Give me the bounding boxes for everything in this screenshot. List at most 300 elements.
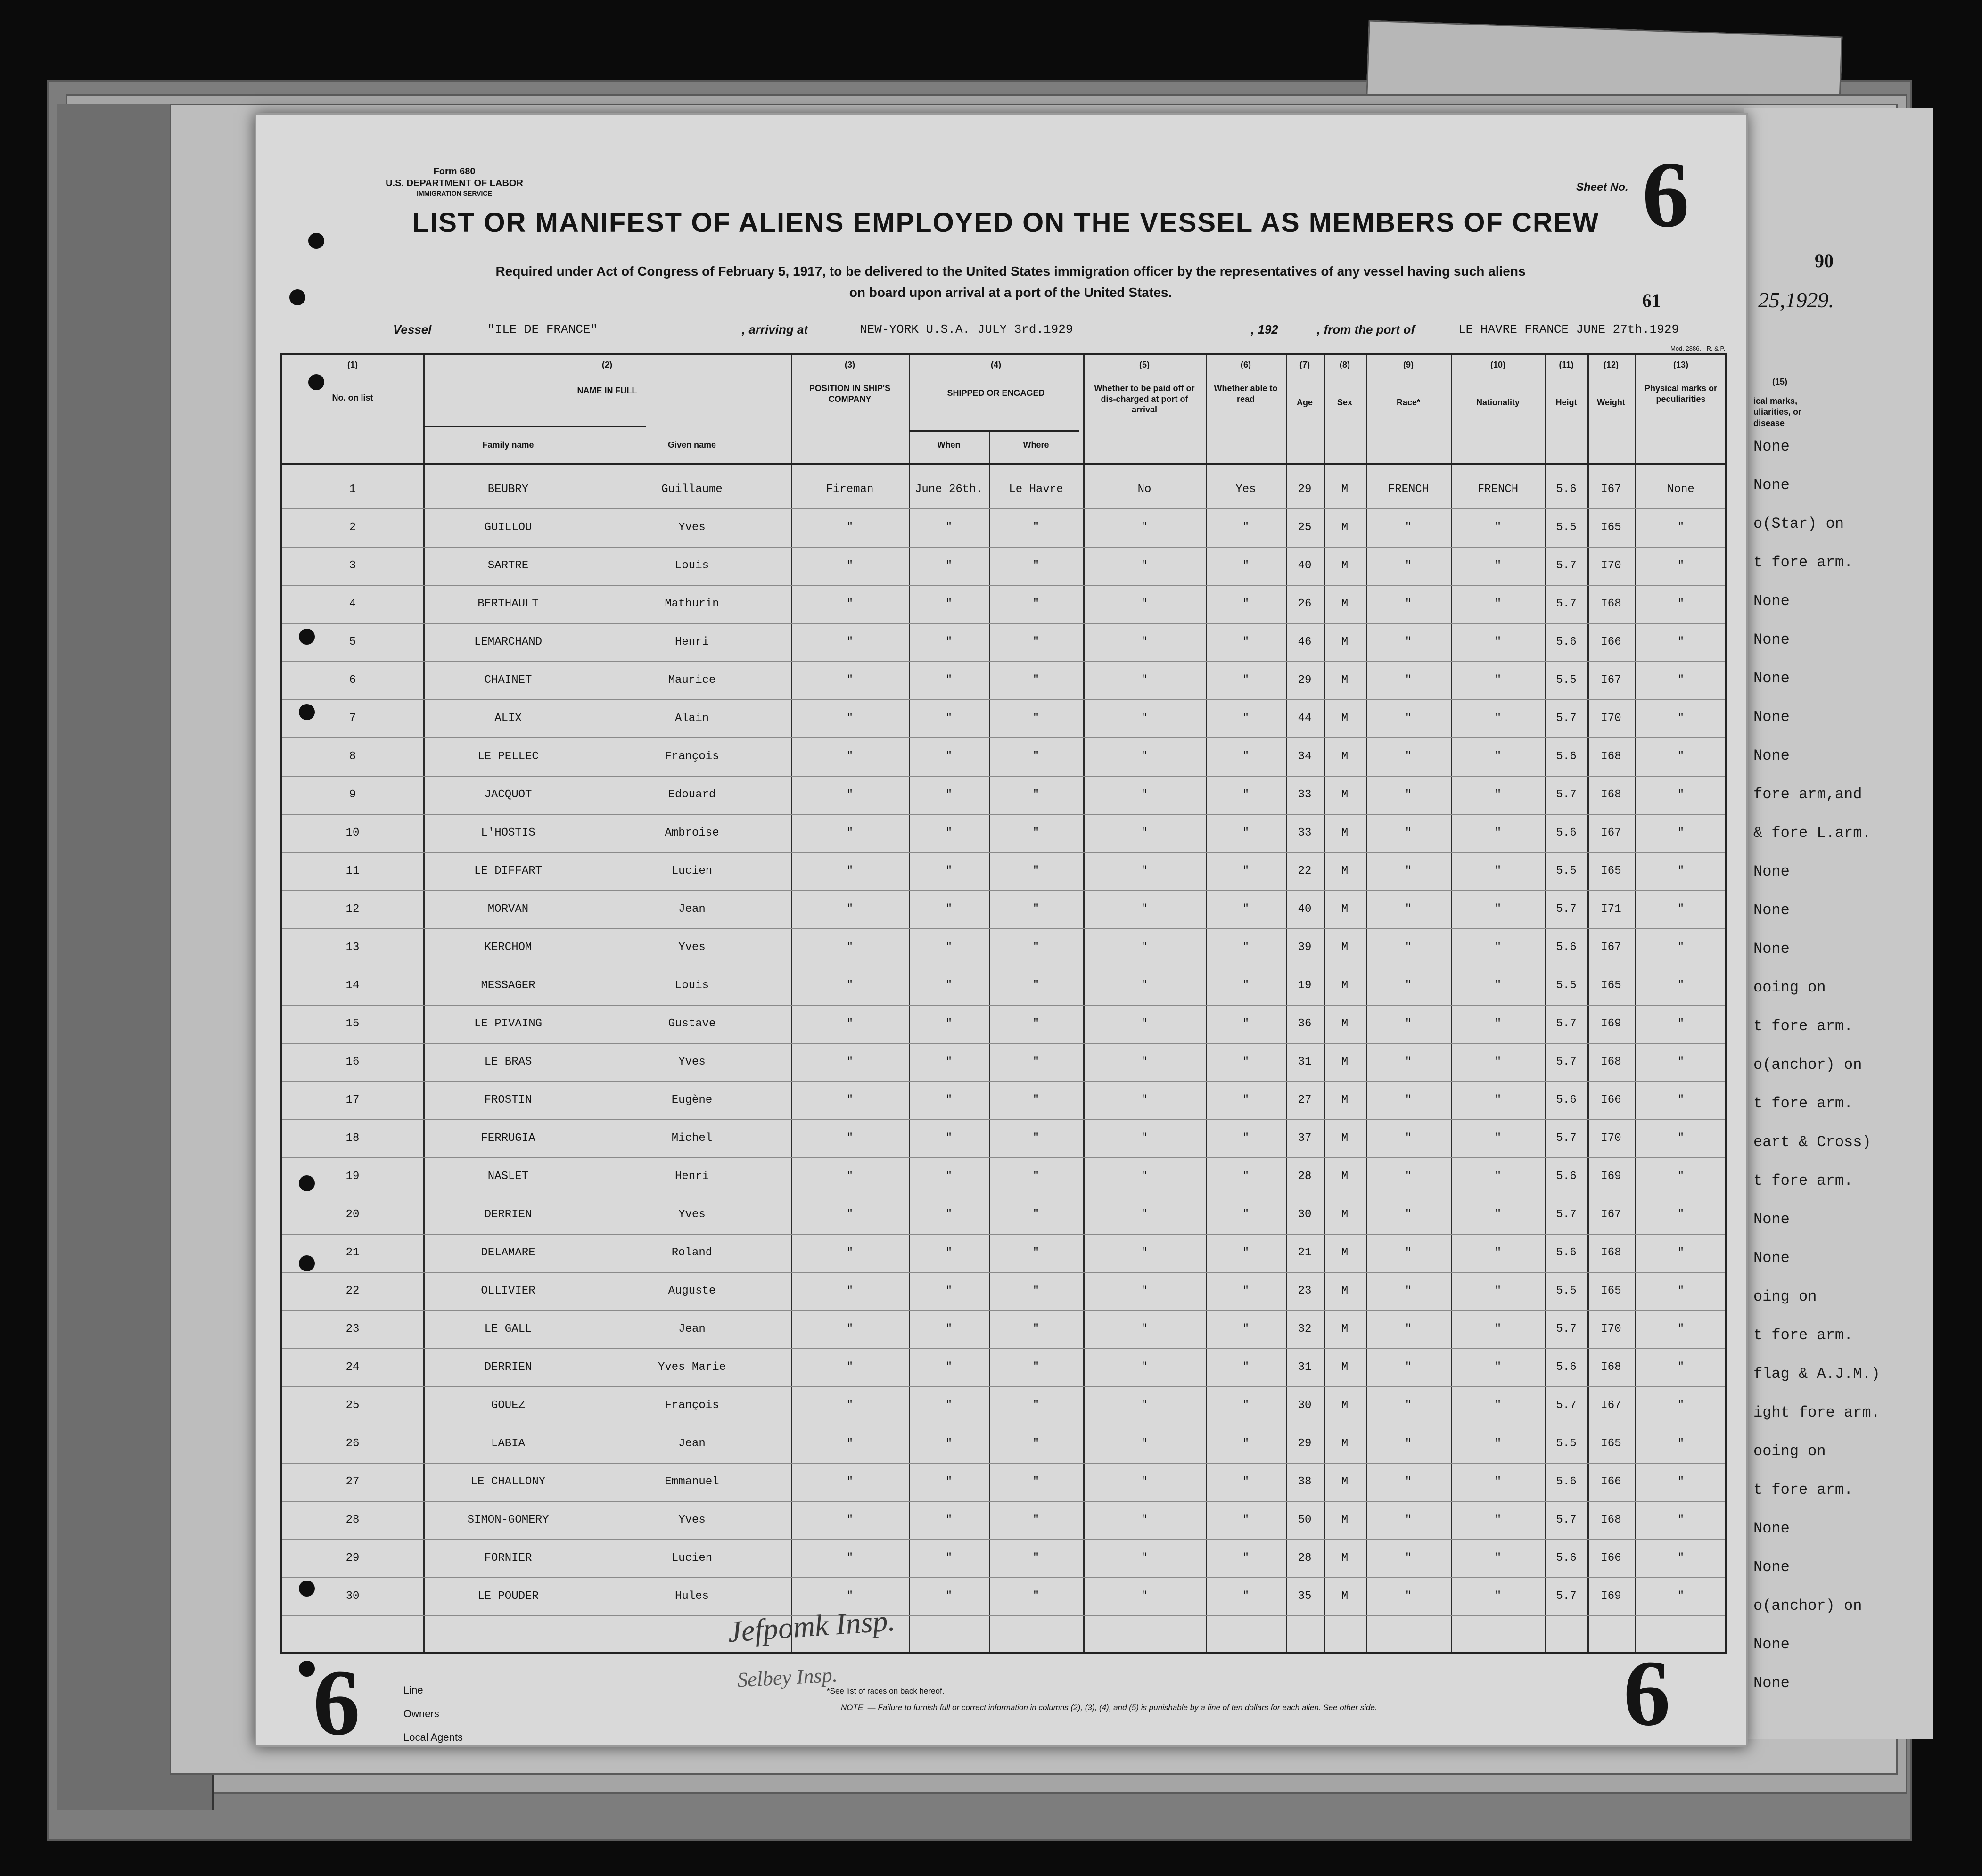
cell-read: " (1242, 979, 1250, 992)
side-col-number: (15) (1772, 377, 1788, 386)
cell-sex: M (1341, 1514, 1349, 1526)
cell-given: Edouard (668, 788, 716, 801)
cell-position: " (846, 1285, 854, 1297)
cell-race: " (1405, 1017, 1412, 1030)
cell-given: Emmanuel (665, 1475, 719, 1488)
cell-marks: " (1677, 979, 1685, 992)
cell-weight: I68 (1601, 1056, 1621, 1068)
col-header-race: Race* (1396, 398, 1421, 407)
cell-family: JACQUOT (484, 788, 532, 801)
cell-marks: " (1677, 788, 1685, 801)
cell-where: " (1032, 827, 1040, 839)
cell-no: 29 (345, 1552, 360, 1565)
cell-nat: " (1494, 559, 1502, 572)
cell-nat: " (1494, 1552, 1502, 1565)
cell-when: " (945, 1132, 953, 1145)
cell-position: " (846, 1323, 854, 1335)
cell-age: 40 (1298, 903, 1312, 916)
cell-sex: M (1341, 636, 1349, 648)
cell-height: 5.7 (1556, 1323, 1577, 1335)
cell-age: 21 (1298, 1246, 1312, 1259)
cell-sex: M (1341, 674, 1349, 687)
cell-where: " (1032, 636, 1040, 648)
cell-position: " (846, 1170, 854, 1183)
cell-family: LEMARCHAND (474, 636, 543, 648)
cell-position: " (846, 1056, 854, 1068)
col-header-paid-off: Whether to be paid off or dis-charged at port of arrival (1094, 384, 1195, 414)
cell-height: 5.5 (1556, 865, 1577, 877)
cell-no: 2 (349, 521, 356, 534)
cell-family: CHAINET (484, 674, 532, 687)
col-header-when: When (937, 440, 961, 450)
cell-marks: " (1677, 1437, 1685, 1450)
side-note: t fore arm. (1753, 554, 1853, 571)
fine-note: NOTE. — Failure to furnish full or correct information in columns (2), (3), (4), and (5) is punishable by a fine of ten dollars for each alien. See other side. (841, 1703, 1377, 1712)
col-header-name: NAME IN FULL (577, 386, 637, 395)
cell-read: " (1242, 1361, 1250, 1374)
col-2-number: (2) (602, 360, 612, 369)
cell-when: " (945, 750, 953, 763)
side-note: t fore arm. (1753, 1327, 1853, 1344)
cell-age: 40 (1298, 559, 1312, 572)
cell-nat: " (1494, 674, 1502, 687)
cell-age: 50 (1298, 1514, 1312, 1526)
cell-given: Henri (674, 1170, 709, 1183)
cell-given: Gustave (668, 1017, 716, 1030)
cell-when: " (945, 559, 953, 572)
cell-when: " (945, 1437, 953, 1450)
cell-when: " (945, 941, 953, 954)
cell-age: 36 (1298, 1017, 1312, 1030)
cell-race: " (1405, 1590, 1412, 1603)
cell-sex: M (1341, 1056, 1349, 1068)
cell-race: " (1405, 521, 1412, 534)
side-note: t fore arm. (1753, 1095, 1853, 1112)
cell-no: 12 (345, 903, 360, 916)
row-rule (282, 623, 1725, 624)
side-note: None (1753, 438, 1790, 455)
side-note: None (1753, 476, 1790, 494)
cell-height: 5.6 (1556, 636, 1577, 648)
cell-paid: No (1137, 483, 1151, 496)
cell-position: " (846, 1017, 854, 1030)
cell-position: " (846, 750, 854, 763)
footer-page-number-left: 6 (313, 1651, 360, 1755)
cell-weight: I68 (1601, 598, 1621, 610)
col-header-height: Heigt (1555, 398, 1577, 407)
col-4-number: (4) (991, 360, 1001, 369)
cell-no: 13 (345, 941, 360, 954)
cell-paid: " (1141, 865, 1148, 877)
cell-when: " (945, 1590, 953, 1603)
cell-weight: I65 (1601, 521, 1621, 534)
cell-nat: " (1494, 1246, 1502, 1259)
row-rule (282, 737, 1725, 738)
cell-paid: " (1141, 712, 1148, 725)
side-note: ooing on (1753, 1442, 1826, 1460)
cell-age: 29 (1298, 1437, 1312, 1450)
cell-marks: " (1677, 521, 1685, 534)
cell-sex: M (1341, 1170, 1349, 1183)
cell-sex: M (1341, 712, 1349, 725)
adjacent-sheet (1744, 108, 1933, 1739)
cell-age: 32 (1298, 1323, 1312, 1335)
cell-marks: " (1677, 1475, 1685, 1488)
cell-marks: " (1677, 1094, 1685, 1106)
cell-read: Yes (1235, 483, 1256, 496)
cell-weight: I67 (1601, 941, 1621, 954)
cell-race: " (1405, 1552, 1412, 1565)
cell-no: 3 (349, 559, 356, 572)
col-header-age: Age (1296, 398, 1313, 407)
cell-position: " (846, 1246, 854, 1259)
cell-race: " (1405, 1132, 1412, 1145)
manifest-sheet (255, 113, 1748, 1755)
cell-nat: " (1494, 636, 1502, 648)
cell-when: " (945, 1514, 953, 1526)
cell-read: " (1242, 941, 1250, 954)
cell-position: " (846, 979, 854, 992)
cell-family: GUILLOU (484, 521, 532, 534)
cell-sex: M (1341, 1475, 1349, 1488)
cell-position: " (846, 903, 854, 916)
cell-race: " (1405, 979, 1412, 992)
cell-marks: " (1677, 1056, 1685, 1068)
cell-where: " (1032, 1399, 1040, 1412)
side-top-number: 90 (1815, 250, 1834, 271)
inspector-signature-2: Selbey Insp. (736, 1663, 838, 1692)
row-rule (282, 890, 1725, 891)
row-rule (282, 1157, 1725, 1158)
cell-no: 8 (349, 750, 356, 763)
cell-race: " (1405, 1208, 1412, 1221)
cell-height: 5.7 (1556, 1590, 1577, 1603)
cell-marks: " (1677, 598, 1685, 610)
cell-read: " (1242, 674, 1250, 687)
punch-hole (308, 233, 324, 249)
cell-nat: " (1494, 1208, 1502, 1221)
cell-race: " (1405, 1246, 1412, 1259)
side-note: oing on (1753, 1288, 1817, 1305)
cell-when: " (945, 1552, 953, 1565)
cell-where: " (1032, 979, 1040, 992)
cell-family: OLLIVIER (481, 1285, 535, 1297)
arriving-port: NEW-YORK U.S.A. JULY 3rd.1929 (860, 322, 1073, 336)
cell-family: NASLET (487, 1170, 529, 1183)
cell-sex: M (1341, 1017, 1349, 1030)
cell-paid: " (1141, 979, 1148, 992)
cell-read: " (1242, 1552, 1250, 1565)
cell-height: 5.5 (1556, 1437, 1577, 1450)
cell-weight: I69 (1601, 1170, 1621, 1183)
service-name: IMMIGRATION SERVICE (417, 189, 492, 197)
cell-read: " (1242, 1437, 1250, 1450)
cell-sex: M (1341, 521, 1349, 534)
cell-race: " (1405, 1475, 1412, 1488)
cell-given: Yves (678, 1514, 706, 1526)
cell-family: KERCHOM (484, 941, 532, 954)
cell-age: 39 (1298, 941, 1312, 954)
cell-when: " (945, 1475, 953, 1488)
cell-weight: I66 (1601, 636, 1621, 648)
cell-height: 5.7 (1556, 1514, 1577, 1526)
cell-paid: " (1141, 521, 1148, 534)
side-note: o(anchor) on (1753, 1597, 1862, 1614)
cell-marks: " (1677, 1170, 1685, 1183)
cell-height: 5.6 (1556, 1246, 1577, 1259)
cell-where: " (1032, 1056, 1040, 1068)
cell-paid: " (1141, 1285, 1148, 1297)
cell-height: 5.7 (1556, 903, 1577, 916)
cell-age: 37 (1298, 1132, 1312, 1145)
cell-height: 5.6 (1556, 1475, 1577, 1488)
sheet-number: 6 (1642, 143, 1689, 247)
form-number: Form 680 (433, 166, 476, 177)
cell-age: 29 (1298, 483, 1312, 496)
cell-race: " (1405, 865, 1412, 877)
row-rule (282, 1119, 1725, 1120)
cell-race: " (1405, 827, 1412, 839)
cell-race: " (1405, 903, 1412, 916)
cell-read: " (1242, 1590, 1250, 1603)
row-rule (282, 661, 1725, 662)
row-rule (282, 928, 1725, 929)
cell-when: " (945, 1323, 953, 1335)
col-header-given: Given name (667, 440, 716, 450)
col-header-position: POSITION IN SHIP'S COMPANY (809, 384, 891, 404)
side-col-header: ical marks, uliarities, or disease (1753, 396, 1802, 428)
side-note: fore arm,and (1753, 786, 1862, 803)
cell-where: " (1032, 1246, 1040, 1259)
side-note: None (1753, 592, 1790, 610)
cell-no: 24 (345, 1361, 360, 1374)
cell-position: Fireman (826, 483, 874, 496)
side-note: ight fore arm. (1753, 1404, 1880, 1421)
row-rule (282, 1348, 1725, 1349)
cell-race: " (1405, 1323, 1412, 1335)
owners-label: Owners (403, 1708, 439, 1720)
cell-height: 5.7 (1556, 788, 1577, 801)
cell-age: 23 (1298, 1285, 1312, 1297)
cell-weight: I67 (1601, 827, 1621, 839)
cell-where: " (1032, 598, 1040, 610)
cell-family: GOUEZ (491, 1399, 525, 1412)
cell-position: " (846, 1437, 854, 1450)
cell-where: " (1032, 521, 1040, 534)
row-rule (282, 547, 1725, 548)
cell-paid: " (1141, 941, 1148, 954)
cell-height: 5.6 (1556, 827, 1577, 839)
cell-when: " (945, 636, 953, 648)
cell-age: 33 (1298, 827, 1312, 839)
cell-read: " (1242, 1056, 1250, 1068)
cell-weight: I71 (1601, 903, 1621, 916)
cell-where: " (1032, 1017, 1040, 1030)
cell-marks: " (1677, 827, 1685, 839)
col-13-number: (13) (1673, 360, 1688, 369)
col-header-no: No. on list (332, 393, 373, 402)
cell-marks: " (1677, 674, 1685, 687)
punch-hole (299, 1661, 315, 1677)
cell-height: 5.7 (1556, 1056, 1577, 1068)
cell-race: " (1405, 1056, 1412, 1068)
subtitle-line-2: on board upon arrival at a port of the United States. (849, 285, 1172, 300)
cell-family: LE PELLEC (477, 750, 539, 763)
cell-family: FERRUGIA (481, 1132, 535, 1145)
cell-when: " (945, 1170, 953, 1183)
cell-family: ALIX (494, 712, 522, 725)
cell-age: 19 (1298, 979, 1312, 992)
side-note: t fore arm. (1753, 1172, 1853, 1189)
cell-no: 26 (345, 1437, 360, 1450)
cell-race: " (1405, 1094, 1412, 1106)
races-footnote: *See list of races on back hereof. (827, 1687, 945, 1696)
cell-race: " (1405, 1399, 1412, 1412)
cell-no: 16 (345, 1056, 360, 1068)
cell-paid: " (1141, 788, 1148, 801)
cell-where: " (1032, 1132, 1040, 1145)
cell-given: Hules (674, 1590, 709, 1603)
from-label: , from the port of (1317, 322, 1415, 336)
cell-where: " (1032, 674, 1040, 687)
crew-table (280, 353, 1727, 1654)
vessel-label: Vessel (393, 322, 432, 336)
cell-paid: " (1141, 1094, 1148, 1106)
cell-paid: " (1141, 1323, 1148, 1335)
cell-sex: M (1341, 1437, 1349, 1450)
cell-paid: " (1141, 1399, 1148, 1412)
cell-age: 33 (1298, 788, 1312, 801)
cell-marks: " (1677, 903, 1685, 916)
cell-read: " (1242, 865, 1250, 877)
cell-nat: " (1494, 1323, 1502, 1335)
cell-race: " (1405, 941, 1412, 954)
cell-nat: " (1494, 1056, 1502, 1068)
cell-read: " (1242, 559, 1250, 572)
col-header-physical: Physical marks or peculiarities (1644, 384, 1718, 404)
side-note: None (1753, 670, 1790, 687)
cell-paid: " (1141, 1514, 1148, 1526)
cell-race: " (1405, 788, 1412, 801)
cell-position: " (846, 674, 854, 687)
cell-family: LE POUDER (477, 1590, 539, 1603)
col-3-number: (3) (845, 360, 855, 369)
cell-read: " (1242, 1132, 1250, 1145)
cell-race: FRENCH (1388, 483, 1429, 496)
cell-age: 25 (1298, 521, 1312, 534)
cell-family: BERTHAULT (477, 598, 539, 610)
cell-height: 5.5 (1556, 674, 1577, 687)
col-1-number: (1) (347, 360, 358, 369)
cell-position: " (846, 559, 854, 572)
side-note: None (1753, 1558, 1790, 1576)
cell-family: LABIA (491, 1437, 525, 1450)
cell-nat: " (1494, 1017, 1502, 1030)
cell-height: 5.7 (1556, 712, 1577, 725)
cell-paid: " (1141, 598, 1148, 610)
cell-given: Louis (674, 559, 709, 572)
cell-no: 15 (345, 1017, 360, 1030)
row-rule (282, 1234, 1725, 1235)
cell-where: " (1032, 941, 1040, 954)
cell-when: " (945, 712, 953, 725)
cell-marks: " (1677, 941, 1685, 954)
cell-nat: " (1494, 827, 1502, 839)
cell-race: " (1405, 1285, 1412, 1297)
cell-when: " (945, 1056, 953, 1068)
cell-paid: " (1141, 750, 1148, 763)
cell-marks: " (1677, 1590, 1685, 1603)
side-note: None (1753, 901, 1790, 919)
cell-nat: " (1494, 1132, 1502, 1145)
cell-sex: M (1341, 598, 1349, 610)
cell-position: " (846, 712, 854, 725)
cell-weight: I70 (1601, 712, 1621, 725)
cell-family: SARTRE (487, 559, 529, 572)
cell-position: " (846, 788, 854, 801)
cell-read: " (1242, 521, 1250, 534)
col-12-number: (12) (1603, 360, 1619, 369)
cell-no: 6 (349, 674, 356, 687)
cell-position: " (846, 1361, 854, 1374)
cell-nat: " (1494, 865, 1502, 877)
cell-sex: M (1341, 1285, 1349, 1297)
cell-position: " (846, 827, 854, 839)
cell-weight: I69 (1601, 1017, 1621, 1030)
cell-marks: " (1677, 636, 1685, 648)
cell-read: " (1242, 1285, 1250, 1297)
cell-nat: " (1494, 1514, 1502, 1526)
line-label: Line (403, 1684, 423, 1696)
side-date: 25,1929. (1758, 288, 1834, 312)
cell-given: Alain (674, 712, 709, 725)
cell-age: 35 (1298, 1590, 1312, 1603)
cell-no: 7 (349, 712, 356, 725)
cell-marks: " (1677, 1552, 1685, 1565)
cell-sex: M (1341, 1208, 1349, 1221)
cell-no: 1 (349, 483, 356, 496)
cell-family: SIMON-GOMERY (467, 1514, 549, 1526)
cell-age: 34 (1298, 750, 1312, 763)
cell-marks: " (1677, 559, 1685, 572)
cell-paid: " (1141, 1056, 1148, 1068)
cell-no: 28 (345, 1514, 360, 1526)
cell-nat: " (1494, 1437, 1502, 1450)
cell-marks: " (1677, 1514, 1685, 1526)
side-note: t fore arm. (1753, 1017, 1853, 1035)
cell-sex: M (1341, 1552, 1349, 1565)
cell-paid: " (1141, 1361, 1148, 1374)
col-8-number: (8) (1340, 360, 1350, 369)
cell-race: " (1405, 1170, 1412, 1183)
cell-age: 46 (1298, 636, 1312, 648)
cell-given: François (665, 750, 719, 763)
cell-paid: " (1141, 674, 1148, 687)
local-agents-label: Local Agents (403, 1731, 463, 1743)
cell-read: " (1242, 750, 1250, 763)
cell-given: Lucien (671, 865, 713, 877)
col-header-weight: Weight (1597, 398, 1625, 407)
cell-height: 5.7 (1556, 1132, 1577, 1145)
cell-where: " (1032, 1285, 1040, 1297)
sheet-number-label: Sheet No. (1576, 181, 1628, 194)
cell-age: 27 (1298, 1094, 1312, 1106)
cell-marks: " (1677, 1323, 1685, 1335)
cell-paid: " (1141, 903, 1148, 916)
cell-given: Yves (678, 1208, 706, 1221)
cell-where: " (1032, 712, 1040, 725)
cell-when: " (945, 521, 953, 534)
